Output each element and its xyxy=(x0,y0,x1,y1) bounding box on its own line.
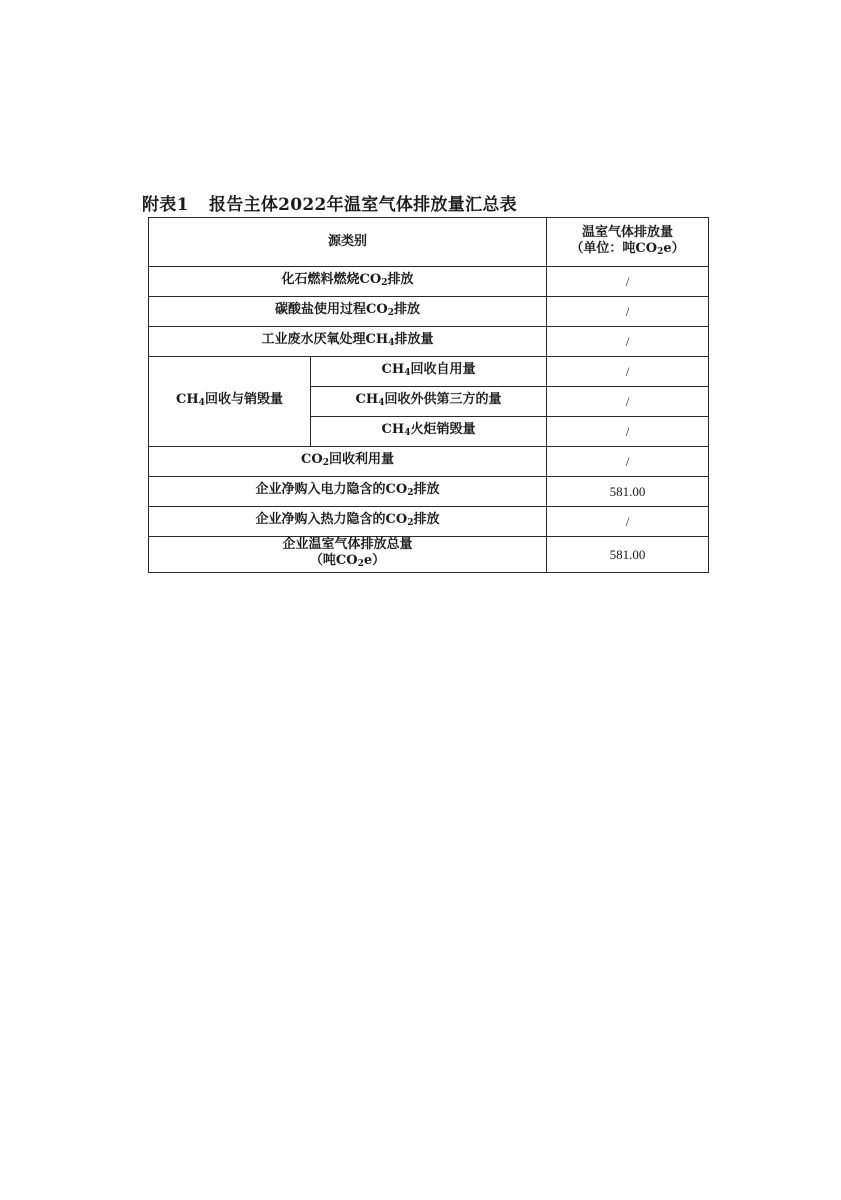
table-row xyxy=(149,297,709,327)
header-emission xyxy=(547,218,709,267)
row-label-heat: 企业净购入热力隐含的$CO_2$排放 xyxy=(149,507,547,537)
row-value-carbonate: / xyxy=(547,297,709,327)
row-label-ch4-flare: $CH_4$火炬销毁量 xyxy=(311,417,547,447)
header-emission-unit: （单位：吨$CO_2e$） xyxy=(570,240,685,257)
table-row xyxy=(149,507,709,537)
row-label-wastewater: 工业废水厌氧处理$CH_4$排放量 xyxy=(149,327,547,357)
row-label-fossil: 化石燃料燃烧$CO_2$排放 xyxy=(149,267,547,297)
row-value-ch4-third: / xyxy=(547,387,709,417)
header-emission-line1: 温室气体排放量 xyxy=(582,224,674,240)
row-value-fossil: / xyxy=(547,267,709,297)
row-label-total: 企业温室气体排放总量 （吨$CO_2e$） xyxy=(149,537,547,573)
emissions-summary-table xyxy=(148,217,709,573)
row-label-carbonate: 碳酸盐使用过程$CO_2$排放 xyxy=(149,297,547,327)
caption-title: 报告主体2022年温室气体排放量汇总表 xyxy=(208,195,517,215)
row-value-electricity: 581.00 xyxy=(547,477,709,507)
row-label-electricity: 企业净购入电力隐含的$CO_2$排放 xyxy=(149,477,547,507)
row-value-wastewater: / xyxy=(547,327,709,357)
row-group-ch4: $CH_4$回收与销毁量 xyxy=(149,357,311,447)
table-row xyxy=(149,357,709,387)
row-value-co2-recycle: / xyxy=(547,447,709,477)
row-value-ch4-flare: / xyxy=(547,417,709,447)
row-label-ch4-third: $CH_4$回收外供第三方的量 xyxy=(311,387,547,417)
header-row xyxy=(149,218,709,267)
table-row xyxy=(149,477,709,507)
caption-label: 附表1 xyxy=(142,195,189,215)
row-value-total: 581.00 xyxy=(547,537,709,573)
row-label-co2-recycle: $CO_2$回收利用量 xyxy=(149,447,547,477)
header-source: 源类别 xyxy=(149,218,547,267)
table-row-total xyxy=(149,537,709,573)
row-label-ch4-self: $CH_4$回收自用量 xyxy=(311,357,547,387)
table-row xyxy=(149,267,709,297)
row-value-ch4-self: / xyxy=(547,357,709,387)
row-value-heat: / xyxy=(547,507,709,537)
table-caption xyxy=(142,190,517,215)
table-row xyxy=(149,327,709,357)
table-row xyxy=(149,447,709,477)
